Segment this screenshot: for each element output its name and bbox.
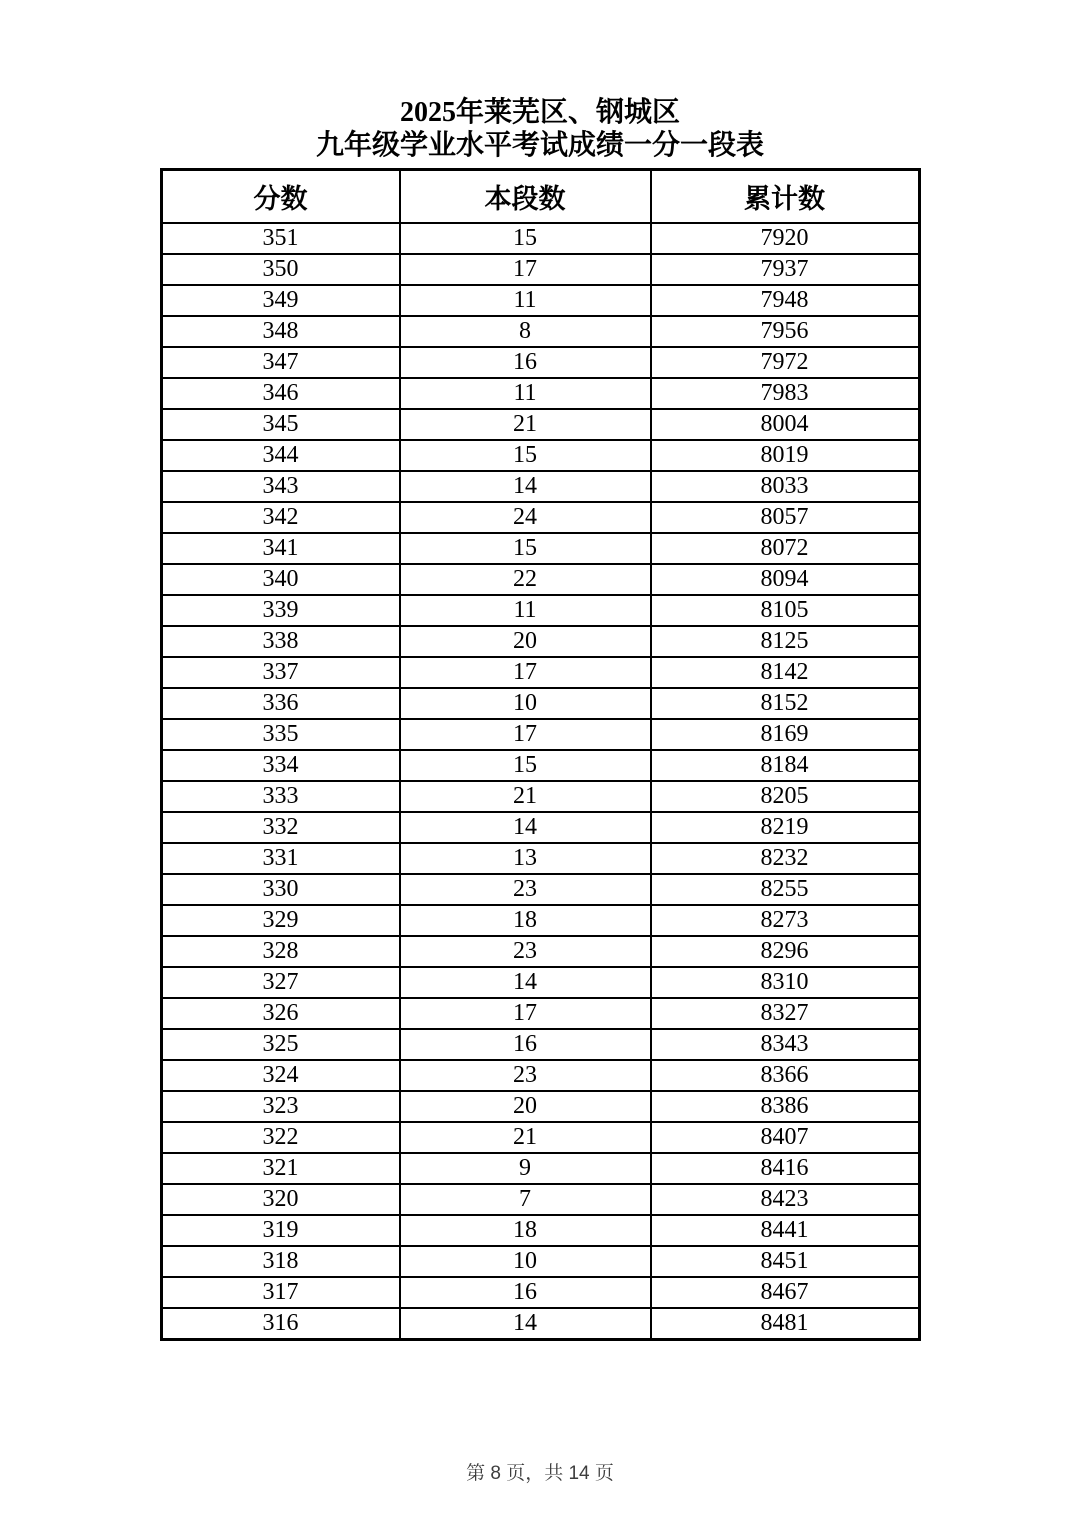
segment-count-cell: 11 xyxy=(400,378,651,409)
table-row xyxy=(161,502,919,533)
segment-count-cell: 16 xyxy=(400,1277,651,1308)
cumulative-count-cell: 8386 xyxy=(651,1091,920,1122)
segment-count-cell: 21 xyxy=(400,409,651,440)
cumulative-count-cell: 8125 xyxy=(651,626,920,657)
segment-count-cell: 10 xyxy=(400,1246,651,1277)
table-row xyxy=(161,285,919,316)
segment-count-cell: 22 xyxy=(400,564,651,595)
table-row xyxy=(161,1122,919,1153)
cumulative-count-cell: 7956 xyxy=(651,316,920,347)
segment-count-cell: 21 xyxy=(400,1122,651,1153)
table-row xyxy=(161,1215,919,1246)
cumulative-count-cell: 8451 xyxy=(651,1246,920,1277)
segment-count-cell: 17 xyxy=(400,719,651,750)
segment-count-cell: 20 xyxy=(400,626,651,657)
table-row xyxy=(161,1246,919,1277)
segment-count-cell: 15 xyxy=(400,223,651,254)
segment-count-cell: 11 xyxy=(400,285,651,316)
cumulative-count-cell: 8169 xyxy=(651,719,920,750)
header-score: 分数 xyxy=(161,170,400,224)
score-cell: 333 xyxy=(161,781,400,812)
cumulative-count-cell: 7972 xyxy=(651,347,920,378)
cumulative-count-cell: 8416 xyxy=(651,1153,920,1184)
cumulative-count-cell: 7983 xyxy=(651,378,920,409)
score-distribution-table xyxy=(160,168,921,1341)
segment-count-cell: 21 xyxy=(400,781,651,812)
score-cell: 329 xyxy=(161,905,400,936)
table-row xyxy=(161,409,919,440)
cumulative-count-cell: 8310 xyxy=(651,967,920,998)
table-row xyxy=(161,471,919,502)
table-row xyxy=(161,626,919,657)
score-cell: 351 xyxy=(161,223,400,254)
table-row xyxy=(161,688,919,719)
score-cell: 342 xyxy=(161,502,400,533)
title-line-1: 2025年莱芜区、钢城区 xyxy=(399,97,680,128)
score-cell: 341 xyxy=(161,533,400,564)
table-row xyxy=(161,1184,919,1215)
table-row xyxy=(161,843,919,874)
segment-count-cell: 23 xyxy=(400,936,651,967)
cumulative-count-cell: 8273 xyxy=(651,905,920,936)
segment-count-cell: 8 xyxy=(400,316,651,347)
cumulative-count-cell: 8004 xyxy=(651,409,920,440)
score-cell: 328 xyxy=(161,936,400,967)
table-row xyxy=(161,905,919,936)
cumulative-count-cell: 8232 xyxy=(651,843,920,874)
cumulative-count-cell: 8327 xyxy=(651,998,920,1029)
cumulative-count-cell: 8343 xyxy=(651,1029,920,1060)
table-row xyxy=(161,812,919,843)
score-cell: 350 xyxy=(161,254,400,285)
score-cell: 320 xyxy=(161,1184,400,1215)
score-cell: 324 xyxy=(161,1060,400,1091)
score-cell: 325 xyxy=(161,1029,400,1060)
table-row xyxy=(161,595,919,626)
score-cell: 339 xyxy=(161,595,400,626)
cumulative-count-cell: 8219 xyxy=(651,812,920,843)
segment-count-cell: 16 xyxy=(400,347,651,378)
score-cell: 317 xyxy=(161,1277,400,1308)
cumulative-count-cell: 8105 xyxy=(651,595,920,626)
table-row xyxy=(161,347,919,378)
segment-count-cell: 17 xyxy=(400,657,651,688)
score-cell: 331 xyxy=(161,843,400,874)
score-cell: 338 xyxy=(161,626,400,657)
cumulative-count-cell: 8072 xyxy=(651,533,920,564)
cumulative-count-cell: 8423 xyxy=(651,1184,920,1215)
segment-count-cell: 14 xyxy=(400,967,651,998)
title-line-2: 九年级学业水平考试成绩一分一段表 xyxy=(315,130,764,161)
table-row xyxy=(161,1277,919,1308)
segment-count-cell: 10 xyxy=(400,688,651,719)
table-row xyxy=(161,1091,919,1122)
score-cell: 326 xyxy=(161,998,400,1029)
score-cell: 327 xyxy=(161,967,400,998)
table-row xyxy=(161,1060,919,1091)
page-title xyxy=(0,0,1080,162)
score-cell: 322 xyxy=(161,1122,400,1153)
table-row xyxy=(161,750,919,781)
table-row xyxy=(161,998,919,1029)
table-row xyxy=(161,316,919,347)
cumulative-count-cell: 8057 xyxy=(651,502,920,533)
score-cell: 318 xyxy=(161,1246,400,1277)
cumulative-count-cell: 8481 xyxy=(651,1308,920,1340)
segment-count-cell: 16 xyxy=(400,1029,651,1060)
score-cell: 332 xyxy=(161,812,400,843)
segment-count-cell: 15 xyxy=(400,750,651,781)
segment-count-cell: 15 xyxy=(400,440,651,471)
cumulative-count-cell: 7948 xyxy=(651,285,920,316)
score-cell: 344 xyxy=(161,440,400,471)
score-cell: 321 xyxy=(161,1153,400,1184)
header-segment-count: 本段数 xyxy=(400,170,651,224)
cumulative-count-cell: 8033 xyxy=(651,471,920,502)
table-row xyxy=(161,378,919,409)
score-cell: 337 xyxy=(161,657,400,688)
score-cell: 335 xyxy=(161,719,400,750)
cumulative-count-cell: 8019 xyxy=(651,440,920,471)
table-row xyxy=(161,440,919,471)
score-cell: 345 xyxy=(161,409,400,440)
cumulative-count-cell: 8441 xyxy=(651,1215,920,1246)
score-cell: 349 xyxy=(161,285,400,316)
score-cell: 334 xyxy=(161,750,400,781)
score-cell: 336 xyxy=(161,688,400,719)
segment-count-cell: 9 xyxy=(400,1153,651,1184)
segment-count-cell: 13 xyxy=(400,843,651,874)
score-cell: 316 xyxy=(161,1308,400,1340)
segment-count-cell: 7 xyxy=(400,1184,651,1215)
segment-count-cell: 14 xyxy=(400,812,651,843)
cumulative-count-cell: 8142 xyxy=(651,657,920,688)
segment-count-cell: 14 xyxy=(400,471,651,502)
segment-count-cell: 18 xyxy=(400,1215,651,1246)
table-row xyxy=(161,936,919,967)
cumulative-count-cell: 8296 xyxy=(651,936,920,967)
cumulative-count-cell: 8467 xyxy=(651,1277,920,1308)
table-row xyxy=(161,564,919,595)
cumulative-count-cell: 7920 xyxy=(651,223,920,254)
cumulative-count-cell: 8366 xyxy=(651,1060,920,1091)
score-cell: 347 xyxy=(161,347,400,378)
segment-count-cell: 20 xyxy=(400,1091,651,1122)
table-row xyxy=(161,719,919,750)
header-row xyxy=(161,170,919,224)
segment-count-cell: 11 xyxy=(400,595,651,626)
table-row xyxy=(161,874,919,905)
page-number-footer: 第 8 页，共 14 页 xyxy=(466,1463,614,1484)
table-row xyxy=(161,533,919,564)
cumulative-count-cell: 8407 xyxy=(651,1122,920,1153)
segment-count-cell: 18 xyxy=(400,905,651,936)
score-cell: 348 xyxy=(161,316,400,347)
segment-count-cell: 23 xyxy=(400,874,651,905)
segment-count-cell: 17 xyxy=(400,254,651,285)
segment-count-cell: 17 xyxy=(400,998,651,1029)
cumulative-count-cell: 7937 xyxy=(651,254,920,285)
cumulative-count-cell: 8094 xyxy=(651,564,920,595)
cumulative-count-cell: 8255 xyxy=(651,874,920,905)
table-row xyxy=(161,781,919,812)
score-cell: 340 xyxy=(161,564,400,595)
score-table-body xyxy=(161,223,919,1340)
cumulative-count-cell: 8152 xyxy=(651,688,920,719)
segment-count-cell: 24 xyxy=(400,502,651,533)
score-cell: 346 xyxy=(161,378,400,409)
table-row xyxy=(161,223,919,254)
segment-count-cell: 14 xyxy=(400,1308,651,1340)
table-row xyxy=(161,254,919,285)
score-cell: 330 xyxy=(161,874,400,905)
table-row xyxy=(161,967,919,998)
table-row xyxy=(161,657,919,688)
segment-count-cell: 23 xyxy=(400,1060,651,1091)
table-row xyxy=(161,1153,919,1184)
score-cell: 319 xyxy=(161,1215,400,1246)
table-row xyxy=(161,1308,919,1340)
score-cell: 343 xyxy=(161,471,400,502)
table-row xyxy=(161,1029,919,1060)
cumulative-count-cell: 8184 xyxy=(651,750,920,781)
segment-count-cell: 15 xyxy=(400,533,651,564)
header-cumulative-count: 累计数 xyxy=(651,170,920,224)
cumulative-count-cell: 8205 xyxy=(651,781,920,812)
score-cell: 323 xyxy=(161,1091,400,1122)
table-header xyxy=(161,170,919,224)
